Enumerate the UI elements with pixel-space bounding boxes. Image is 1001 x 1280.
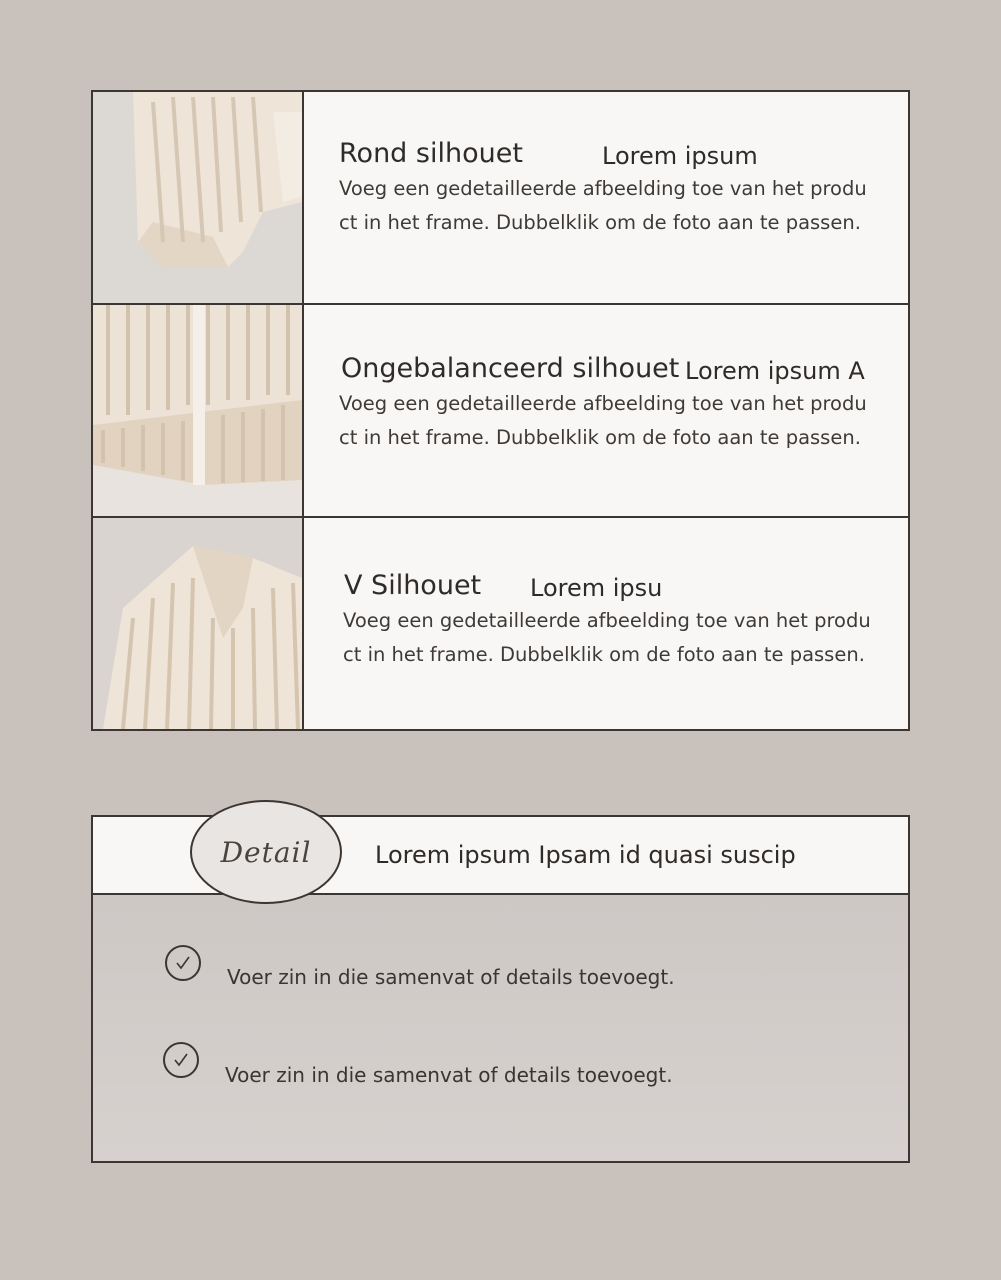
sweater-vneck-photo bbox=[93, 518, 304, 729]
sweater-hem-photo bbox=[93, 305, 304, 516]
detail-item: Voer zin in die samenvat of details toevoegt. bbox=[227, 965, 675, 989]
product-row bbox=[93, 92, 908, 303]
product-description: Voeg een gedetailleerde afbeelding toe van het product in het frame. Dubbelklik om de foto aan te passen. bbox=[339, 392, 867, 449]
product-list bbox=[91, 90, 910, 731]
product-tag: Lorem ipsum A bbox=[685, 357, 865, 385]
product-text bbox=[304, 92, 908, 303]
detail-item: Voer zin in die samenvat of details toevoegt. bbox=[225, 1063, 673, 1087]
product-row bbox=[93, 303, 908, 516]
product-name: V Silhouet bbox=[344, 570, 482, 601]
product-text bbox=[304, 305, 908, 516]
product-tag: Lorem ipsu bbox=[530, 574, 663, 602]
product-row bbox=[93, 516, 908, 729]
product-description: Voeg een gedetailleerde afbeelding toe van het product in het frame. Dubbelklik om de foto aan te passen. bbox=[339, 177, 867, 234]
check-circle-icon bbox=[163, 1042, 199, 1078]
check-circle-icon bbox=[165, 945, 201, 981]
product-tag: Lorem ipsum bbox=[602, 142, 758, 170]
detail-panel bbox=[91, 815, 910, 1163]
product-description: Voeg een gedetailleerde afbeelding toe van het product in het frame. Dubbelklik om de foto aan te passen. bbox=[343, 609, 871, 666]
product-name: Ongebalanceerd silhouet bbox=[341, 353, 680, 384]
sweater-sleeve-photo bbox=[93, 92, 304, 303]
detail-badge bbox=[190, 800, 342, 904]
product-text bbox=[304, 518, 908, 729]
detail-title: Lorem ipsum Ipsam id quasi suscip bbox=[375, 841, 796, 869]
detail-badge-label: Detail bbox=[220, 835, 312, 869]
product-name: Rond silhouet bbox=[339, 138, 523, 169]
